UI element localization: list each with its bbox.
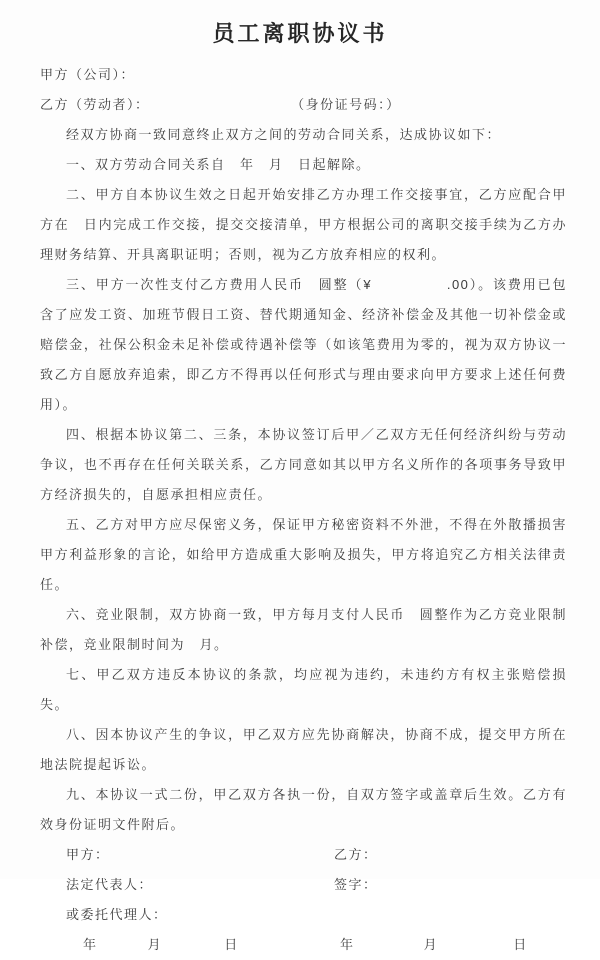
party-a-signature-label: 甲方： — [66, 847, 110, 862]
year-label-left: 年 — [83, 937, 98, 952]
entrusted-agent-label: 或委托代理人： — [66, 907, 168, 922]
clause-4: 四、根据本协议第二、三条，本协议签订后甲／乙双方无任何经济纠纷与劳动争议，也不再存在任何关联关系，乙方同意如其以甲方名义所作的各项事务导致甲方经济损失的，自愿承担相应责任。 — [40, 427, 567, 502]
clause-1: 一、双方劳动合同关系自 年 月 日起解除。 — [66, 157, 371, 172]
clause-8: 八、因本协议产生的争议，甲乙双方应先协商解决，协商不成，提交甲方所在地法院提起诉讼。 — [40, 727, 567, 772]
party-a-label: 甲方（公司）： — [40, 67, 136, 82]
sign-here-label: 签字： — [334, 877, 378, 892]
clause-6: 六、竞业限制，双方协商一致，甲方每月支付人民币 圆整作为乙方竞业限制补偿，竞业限制时间为 月。 — [40, 607, 567, 652]
clause-9: 九、本协议一式二份，甲乙双方各执一份，自双方签字或盖章后生效。乙方有效身份证明文件附后。 — [40, 787, 567, 832]
party-a-line — [40, 60, 567, 90]
clause-5: 五、乙方对甲方应尽保密义务，保证甲方秘密资料不外泄，不得在外散播损害甲方利益形象的言论，如给甲方造成重大影响及损失，甲方将追究乙方相关法律责任。 — [40, 517, 567, 592]
month-label-right: 月 — [423, 937, 439, 952]
intro-paragraph: 经双方协商一致同意终止双方之间的劳动合同关系，达成协议如下： — [66, 127, 502, 142]
clause-2: 二、甲方自本协议生效之日起开始安排乙方办理工作交接事宜，乙方应配合甲方在 日内完成工作交接，提交交接清单，甲方根据公司的离职交接手续为乙方办理财务结算、开具离职证明；否则，视为乙方放弃相应的权利。 — [40, 187, 567, 262]
date-line-party-b — [334, 930, 567, 960]
date-line-party-a — [66, 930, 334, 960]
signature-row-representative — [66, 870, 567, 900]
signature-row-agent-spacer — [334, 900, 567, 930]
day-label-right: 日 — [513, 937, 528, 952]
signature-row-parties — [66, 840, 567, 870]
party-b-label: 乙方（劳动者）： — [40, 97, 150, 112]
legal-representative-label: 法定代表人： — [66, 877, 154, 892]
party-b-id-label: （身份证号码：） — [291, 97, 401, 112]
party-b-line — [40, 90, 567, 120]
clause-3: 三、甲方一次性支付乙方费用人民币 圆整（¥ .00）。该费用已包含了应发工资、加班节假日工资、替代期通知金、经济补偿金及其他一切补偿金或赔偿金，社保公积金未足补偿或待遇补偿等（如该笔费用为零的，视为双方协议一致乙方自愿放弃追索，即乙方不得再以任何形式与理由要求向甲方要求上述任何费用）。 — [40, 277, 567, 412]
day-label-left: 日 — [224, 937, 239, 952]
document-body — [0, 52, 600, 960]
year-label-right: 年 — [340, 937, 355, 952]
document-title: 员工离职协议书 — [212, 21, 388, 46]
month-label-left: 月 — [147, 937, 163, 952]
signature-row-agent — [66, 900, 567, 930]
clause-7: 七、甲乙双方违反本协议的条款，均应视为违约，未违约方有权主张赔偿损失。 — [40, 667, 567, 712]
signature-row-dates — [66, 930, 567, 960]
signature-block — [40, 840, 567, 960]
party-b-signature-label: 乙方： — [334, 847, 378, 862]
